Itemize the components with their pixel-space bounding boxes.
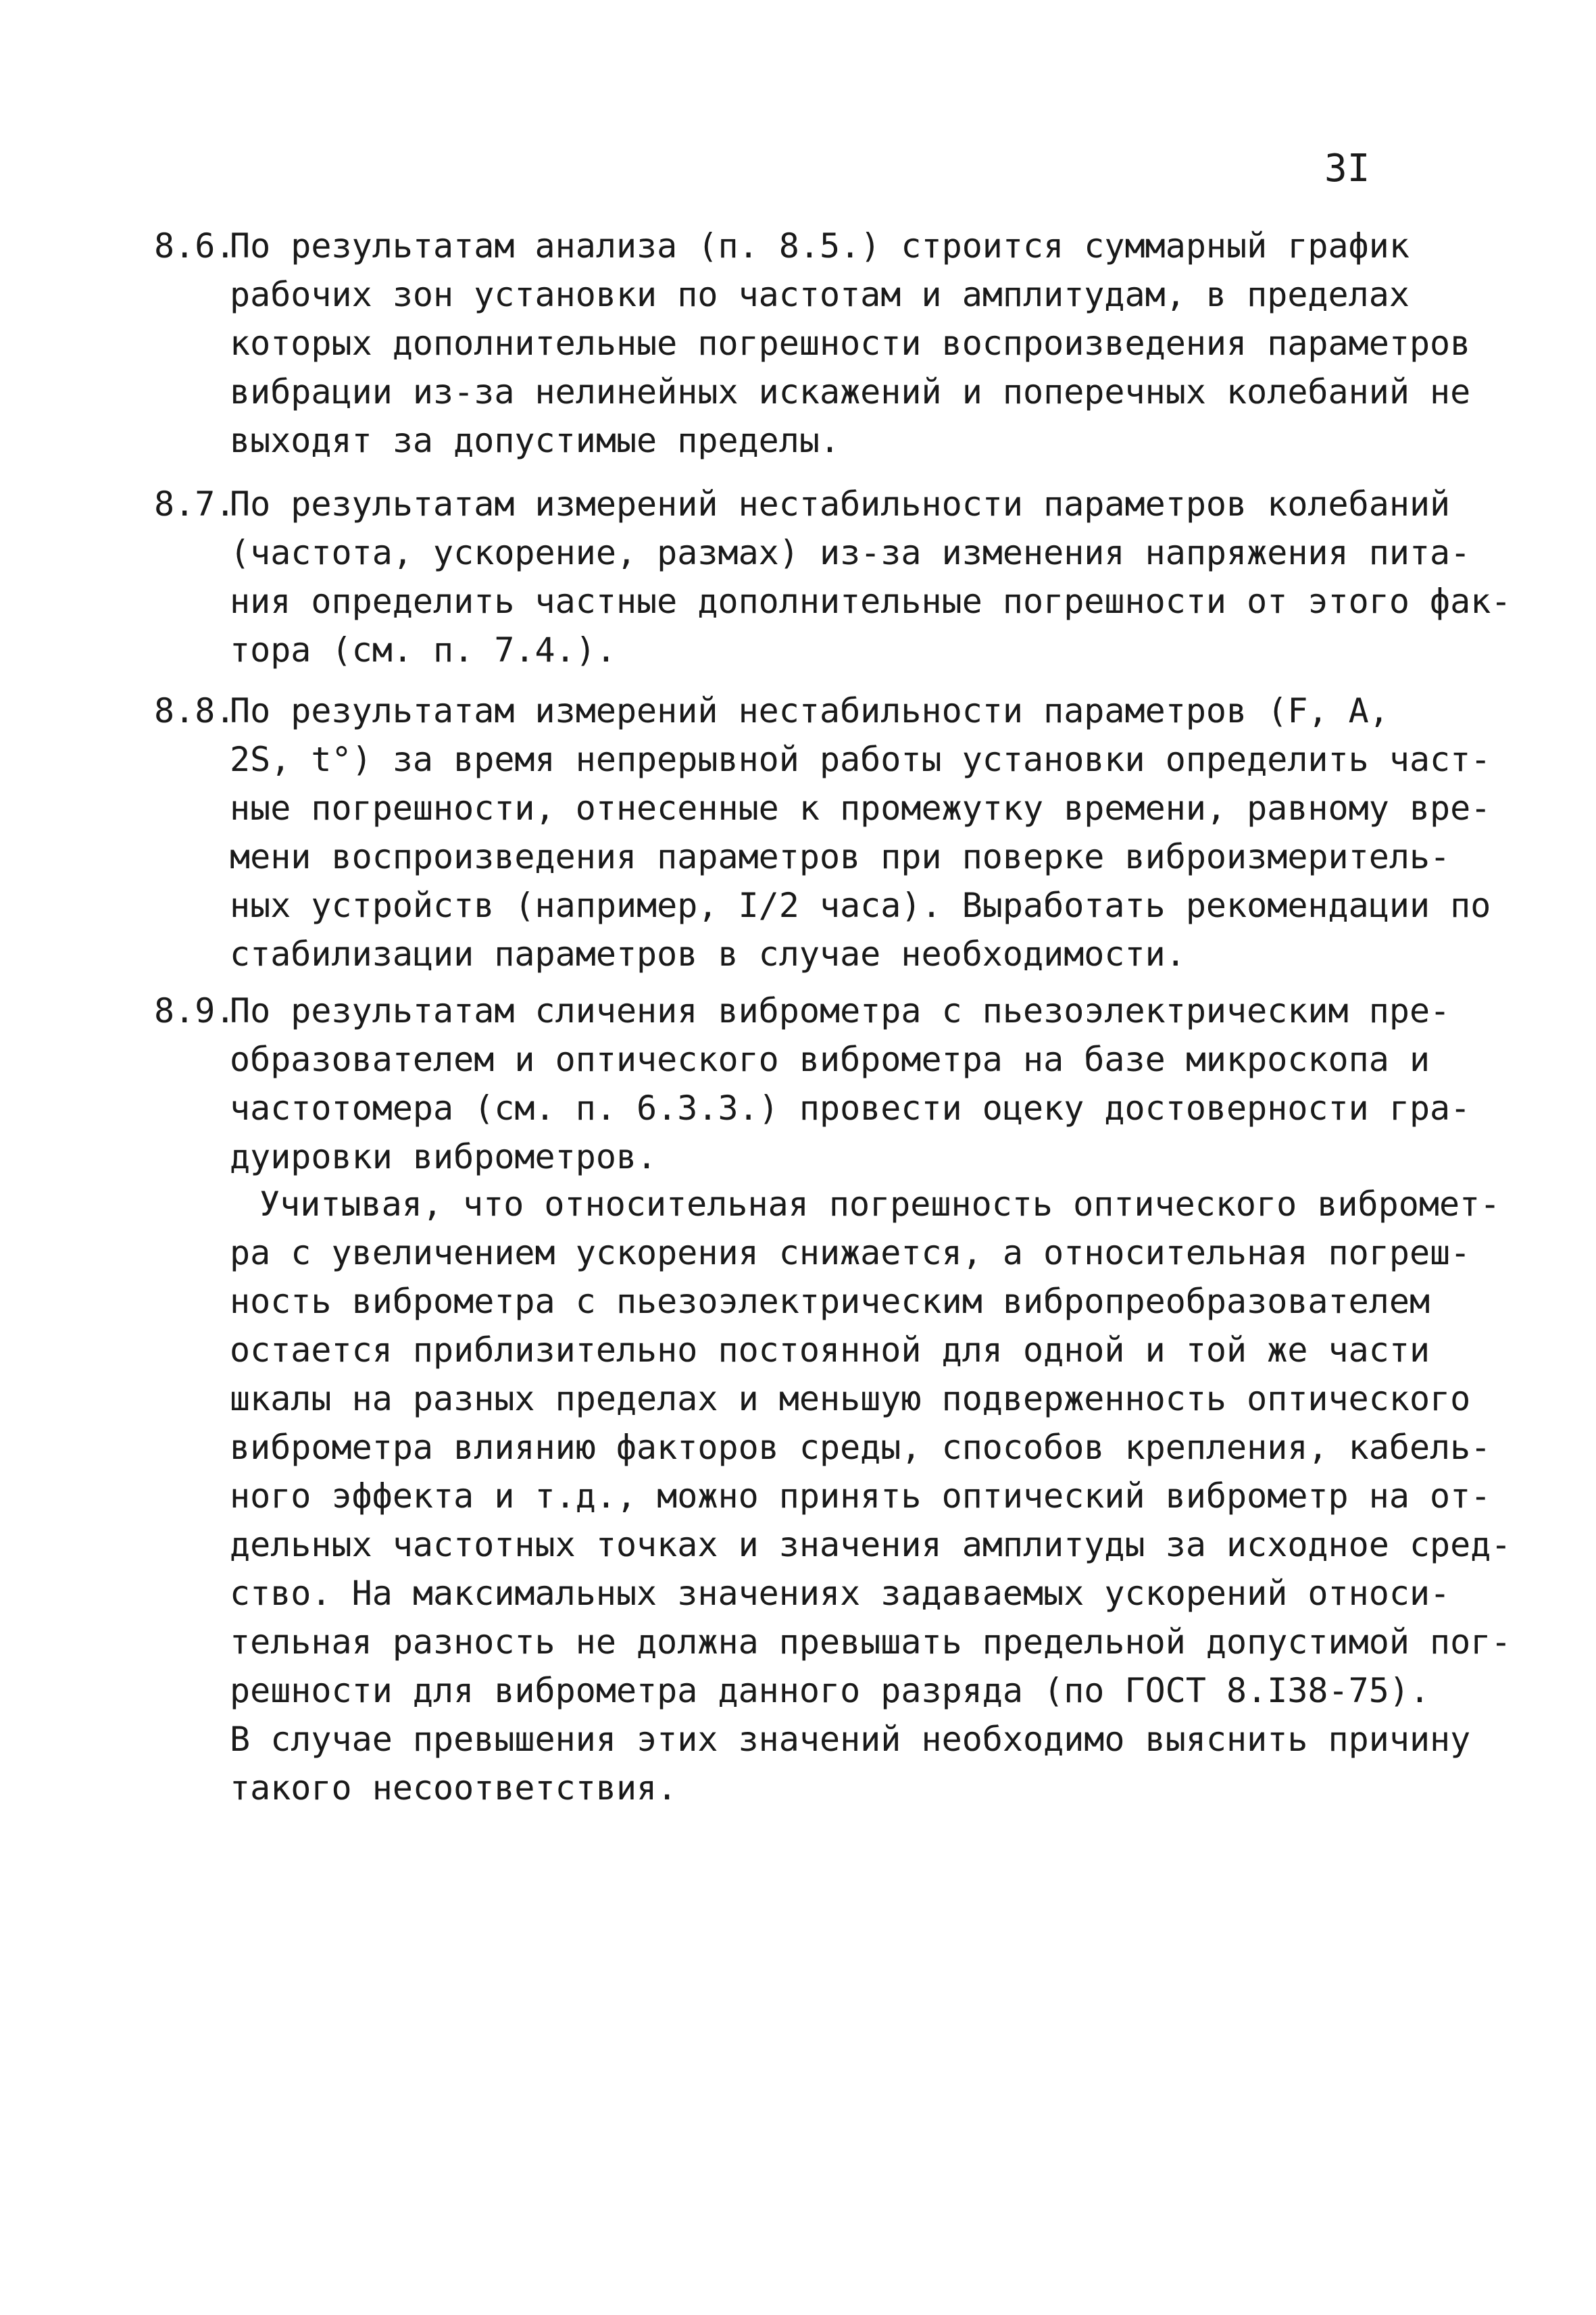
text-line: шкалы на разных пределах и меньшую подверженность оптического — [230, 1379, 1471, 1418]
text-line: ра с увеличением ускорения снижается, а относительная погреш- — [230, 1233, 1471, 1272]
text-line: тельная разность не должна превышать предельной допустимой пог- — [230, 1622, 1512, 1662]
text-line: ного эффекта и т.д., можно принять оптический виброметр на от- — [230, 1476, 1491, 1516]
section-8-7 — [154, 480, 1511, 674]
text-line: ных устройств (например, I/2 часа). Выработать рекомендации по — [230, 886, 1491, 925]
text-line: дуировки виброметров. — [230, 1137, 657, 1176]
text-line: виброметра влиянию факторов среды, способов крепления, кабель- — [230, 1428, 1491, 1467]
section-number: 8.6. — [154, 226, 236, 266]
text-line: вибрации из-за нелинейных искажений и поперечных колебаний не — [230, 372, 1471, 412]
section-text — [230, 222, 1470, 465]
section-number: 8.8. — [154, 691, 236, 730]
text-line: выходят за допустимые пределы. — [230, 421, 841, 460]
text-line: тора (см. п. 7.4.). — [230, 630, 616, 670]
text-line: По результатам измерений нестабильности параметров (F, A, — [230, 691, 1389, 730]
text-line: ство. На максимальных значениях задаваемых ускорений относи- — [230, 1574, 1451, 1613]
section-8-9 — [154, 987, 1470, 1181]
text-line: мени воспроизведения параметров при поверке виброизмеритель- — [230, 837, 1451, 876]
closing-paragraph — [230, 1180, 1511, 1812]
text-line: По результатам анализа (п. 8.5.) строится суммарный график — [230, 226, 1410, 266]
text-line: ные погрешности, отнесенные к промежутку времени, равному вре- — [230, 789, 1491, 828]
text-line: остается приблизительно постоянной для одной и той же части — [230, 1330, 1430, 1370]
section-text — [230, 480, 1511, 674]
text-line: Учитывая, что относительная погрешность оптического вибромет- — [259, 1185, 1501, 1224]
text-line: такого несоответствия. — [230, 1768, 678, 1808]
text-line: стабилизации параметров в случае необходимости. — [230, 935, 1186, 974]
section-number: 8.7. — [154, 484, 236, 524]
text-line: 2S, t°) за время непрерывной работы установки определить част- — [230, 740, 1491, 779]
section-8-6 — [154, 222, 1470, 465]
section-8-8 — [154, 687, 1491, 978]
text-line: решности для виброметра данного разряда (по ГОСТ 8.I38-75). — [230, 1671, 1430, 1710]
text-line: частотомера (см. п. 6.3.3.) провести оцеку достоверности гра- — [230, 1089, 1471, 1128]
page-number: 3I — [1324, 147, 1370, 191]
text-line: (частота, ускорение, размах) из-за изменения напряжения пита- — [230, 533, 1471, 572]
text-line: По результатам сличения виброметра с пьезоэлектрическим пре- — [230, 991, 1451, 1030]
section-number: 8.9. — [154, 991, 236, 1030]
section-text — [230, 987, 1470, 1181]
text-line: образователем и оптического виброметра на базе микроскопа и — [230, 1040, 1430, 1079]
section-text — [230, 687, 1491, 978]
text-line: ния определить частные дополнительные погрешности от этого фак- — [230, 582, 1512, 621]
text-line: рабочих зон установки по частотам и амплитудам, в пределах — [230, 275, 1410, 314]
text-line: которых дополнительные погрешности воспроизведения параметров — [230, 324, 1471, 363]
text-line: ность виброметра с пьезоэлектрическим вибропреобразователем — [230, 1282, 1430, 1321]
text-line: дельных частотных точках и значения амплитуды за исходное сред- — [230, 1525, 1512, 1564]
text-line: По результатам измерений нестабильности параметров колебаний — [230, 484, 1451, 524]
text-line: В случае превышения этих значений необходимо выяснить причину — [230, 1720, 1471, 1759]
